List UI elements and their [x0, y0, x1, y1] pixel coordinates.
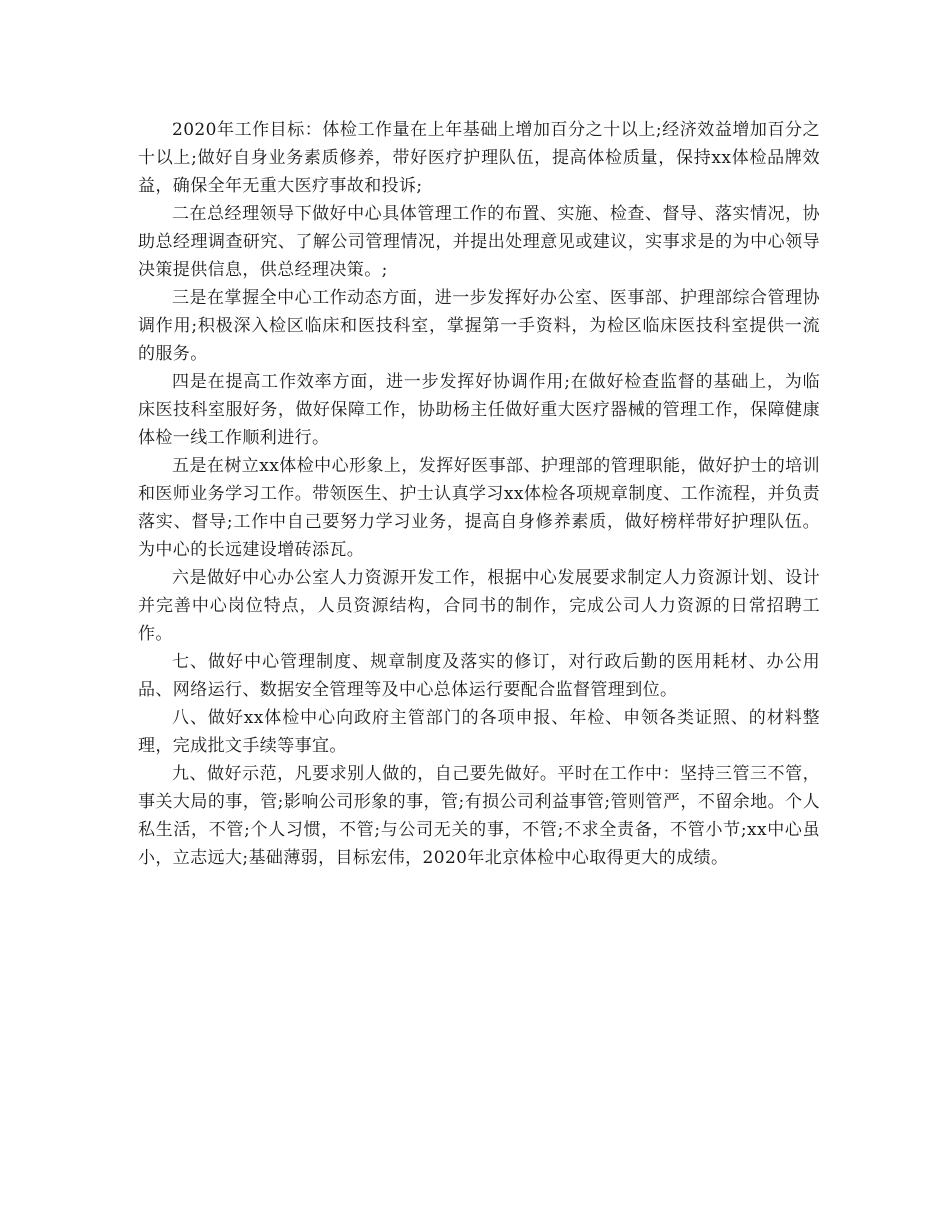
paragraph-government-filings: 八、做好xx体检中心向政府主管部门的各项申报、年检、申领各类证照、的材料整理，完成批文手续等事宜。	[138, 708, 820, 756]
paragraph-management-tasks: 二在总经理领导下做好中心具体管理工作的布置、实施、检查、督导、落实情况，协助总经理调查研究、了解公司管理情况，并提出处理意见或建议，实事求是的为中心领导决策提供信息，供总经理决策。;	[138, 204, 820, 280]
paragraph-work-goals: 2020年工作目标：体检工作量在上年基础上增加百分之十以上;经济效益增加百分之十以上;做好自身业务素质修养，带好医疗护理队伍，提高体检质量，保持xx体检品牌效益，确保全年无重大医疗事故和投诉;	[138, 120, 820, 196]
paragraph-center-image: 五是在树立xx体检中心形象上，发挥好医事部、护理部的管理职能，做好护士的培训和医师业务学习工作。带领医生、护士认真学习xx体检各项规章制度、工作流程，并负责落实、督导;工作中自己要努力学习业务，提高自身修养素质，做好榜样带好护理队伍。为中心的长远建设增砖添瓦。	[138, 456, 820, 560]
paragraph-efficiency: 四是在提高工作效率方面，进一步发挥好协调作用;在做好检查监督的基础上，为临床医技科室服好务，做好保障工作，协助杨主任做好重大医疗器械的管理工作，保障健康体检一线工作顺利进行。	[138, 372, 820, 448]
paragraph-coordination: 三是在掌握全中心工作动态方面，进一步发挥好办公室、医事部、护理部综合管理协调作用;积极深入检区临床和医技科室，掌握第一手资料，为检区临床医技科室提供一流的服务。	[138, 288, 820, 364]
paragraph-regulations: 七、做好中心管理制度、规章制度及落实的修订，对行政后勤的医用耗材、办公用品、网络运行、数据安全管理等及中心总体运行要配合监督管理到位。	[138, 652, 820, 700]
paragraph-leading-by-example: 九、做好示范，凡要求别人做的，自己要先做好。平时在工作中：坚持三管三不管，事关大局的事，管;影响公司形象的事，管;有损公司利益事管;管则管严，不留余地。个人私生活，不管;个人习惯，不管;与公司无关的事，不管;不求全责备，不管小节;xx中心虽小，立志远大;基础薄弱，目标宏伟，2020年北京体检中心取得更大的成绩。	[138, 764, 820, 868]
paragraph-human-resources: 六是做好中心办公室人力资源开发工作，根据中心发展要求制定人力资源计划、设计并完善中心岗位特点，人员资源结构，合同书的制作，完成公司人力资源的日常招聘工作。	[138, 568, 820, 644]
document-body	[138, 116, 820, 872]
